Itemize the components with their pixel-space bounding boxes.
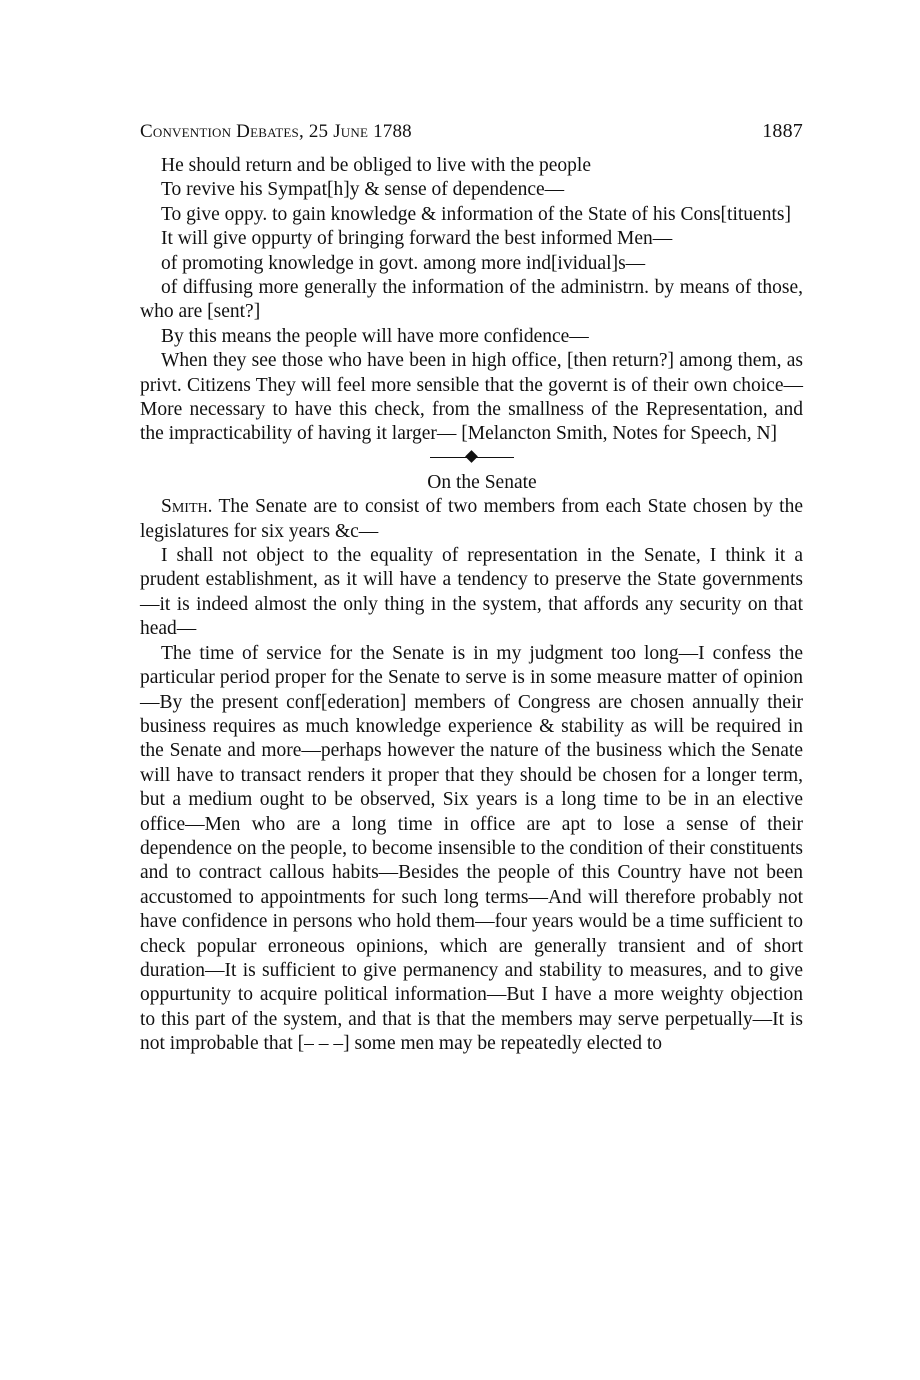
body-text: [140, 154, 803, 1057]
note-line: It will give oppurty of bringing forward the best informed Men—: [161, 228, 673, 250]
speech-paragraph: The time of service for the Senate is in my judgment too long—I confess the particular period proper for the Senate to serve is in some measure matter of opinion—By the present conf[ederation] members of Congress are chosen annually their business requires as much knowledge experience & stability as will be required in the Senate and more—perhaps however the nature of the business which the Senate will have to transact renders it proper that they should be chosen for a longer term, but a medium ought to be observed, Six years is a long time to be in an elective office—Men who are a long time in office are apt to lose a sense of their dependence on the people, to become insensible to the condition of their constituents and to contract callous habits—Besides the people of this Country have not been accustomed to appointments for such long terms—And will therefore probably not have confidence in persons who hold them—four years would be a time sufficient to check popular erroneous opinions, which are generally transient and of short duration—It is sufficient to give permanency and stability to measures, and to give oppurtunity to acquire political information—But I have a more weighty objection to this part of the system, and that is that the members may serve perpetually—It is not improbable that [– – –] some men may be repeatedly elected to: [140, 642, 803, 1055]
speech-paragraph: I shall not object to the equality of representation in the Senate, I think it a prudent establishment, as it will have a tendency to preserve the State governments—it is indeed almost the only thing in the system, that affords any security on that head—: [140, 545, 803, 640]
note-line: To give oppy. to gain knowledge & information of the State of his Cons[tituents]: [161, 203, 791, 225]
note-line: To revive his Sympat[h]y & sense of dependence—: [161, 179, 565, 201]
speech-text: The Senate are to consist of two members from each State chosen by the legislatures for six years &c—: [140, 496, 803, 542]
running-title: Convention Debates, 25 June 1788: [140, 121, 412, 142]
note-line: of promoting knowledge in govt. among more ind[ividual]s—: [161, 252, 646, 274]
diamond-ornament-icon: [465, 450, 478, 463]
document-page: [140, 120, 803, 1057]
note-line: of diffusing more generally the information of the administrn. by means of those, who are [sent?]: [140, 277, 803, 323]
note-line: He should return and be obliged to live with the people: [161, 155, 591, 176]
running-header: [140, 120, 803, 154]
speaker-name: Smith.: [161, 496, 213, 518]
section-divider: [140, 447, 803, 471]
note-line: By this means the people will have more confidence—: [161, 325, 589, 347]
note-line: When they see those who have been in high office, [then return?] among them, as privt. Citizens They will feel more sensible that the governt is of their own choice—More necessary to have this check, from the smallness of the Representation, and the impracticability of having it larger— [Melancton Smith, Notes for Speech, N]: [140, 350, 803, 445]
speech-paragraph: [140, 495, 803, 544]
section-title: On the Senate: [427, 471, 537, 493]
page-number: 1887: [762, 120, 803, 142]
